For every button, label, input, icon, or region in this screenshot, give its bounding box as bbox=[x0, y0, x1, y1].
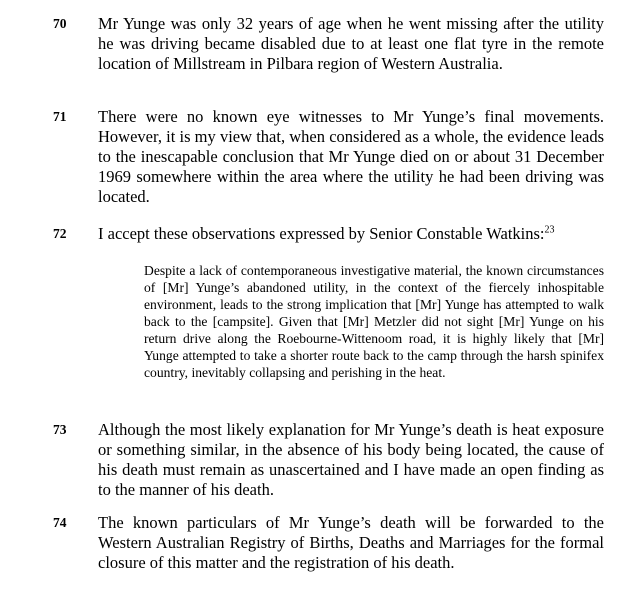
paragraph-number: 70 bbox=[53, 16, 67, 31]
paragraph-number: 72 bbox=[53, 226, 67, 241]
paragraph-number: 73 bbox=[53, 422, 67, 437]
paragraph-text bbox=[98, 224, 604, 244]
footnote-reference[interactable]: 23 bbox=[544, 224, 555, 236]
paragraph-intro: I accept these observations expressed by Senior Constable Watkins: bbox=[98, 224, 545, 243]
block-quote: Despite a lack of contemporaneous investigative material, the known circumstances of [Mr] Yunge’s abandoned utility, in the context of the fiercely inhospitable environment, leads to the strong implication that [Mr] Yunge has attempted to walk back to the [campsite]. Given that [Mr] Metzler did not sight [Mr] Yunge on his return drive along the Roebourne-Wittenoom road, it is highly likely that [Mr] Yunge attempted to take a shorter route back to the camp through the harsh spinifex country, inevitably collapsing and perishing in the heat. bbox=[144, 263, 604, 380]
paragraph-text: The known particulars of Mr Yunge’s death will be forwarded to the Western Australian Registry of Births, Deaths and Marriages for the formal closure of this matter and the registration of his death. bbox=[98, 513, 604, 572]
paragraph-text: There were no known eye witnesses to Mr Yunge’s final movements. However, it is my view that, when considered as a whole, the evidence leads to the inescapable conclusion that Mr Yunge died on or about 31 December 1969 somewhere within the area where the utility he had been driving was located. bbox=[98, 107, 604, 206]
paragraph-number: 71 bbox=[53, 109, 67, 124]
paragraph-text: Mr Yunge was only 32 years of age when he went missing after the utility he was driving became disabled due to at least one flat tyre in the remote location of Millstream in Pilbara region of Western Australia. bbox=[98, 14, 604, 73]
paragraph-text: Although the most likely explanation for Mr Yunge’s death is heat exposure or something similar, in the absence of his body being located, the cause of his death must remain as unascertained and I have made an open finding as to the manner of his death. bbox=[98, 420, 604, 499]
paragraph-number: 74 bbox=[53, 515, 67, 530]
